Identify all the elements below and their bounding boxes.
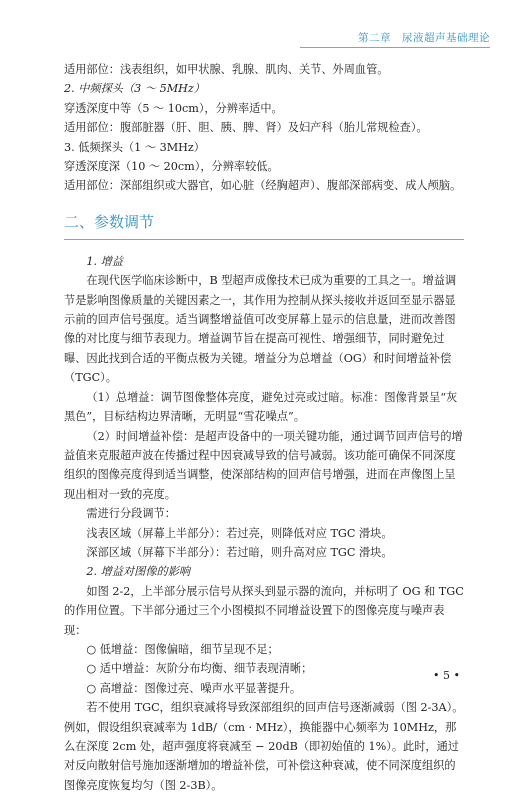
section-title: 二、参数调节 (64, 211, 464, 240)
text-line: 深部区域（屏幕下半部分）：若过暗，则升高对应 TGC 滑块。 (86, 545, 393, 559)
page-header (0, 0, 520, 50)
text-line: 适用部位：腹部脏器（肝、胆、胰、脾、肾）及妇产科（胎儿常规检查）。 (64, 121, 428, 135)
text-line: 穿透深度中等（5 ～ 10cm），分辨率适中。 (64, 101, 283, 115)
text-line: 浅表区域（屏幕上半部分）：若过亮，则降低对应 TGC 滑块。 (86, 526, 393, 540)
paragraph: 在现代医学临床诊断中，B 型超声成像技术已成为重要的工具之一。增益调节是影响图像质量的关键因素之一，其作用为控制从探头接收并返回至显示器显示前的回声信号强度。适当调整增益值可改变屏幕上显示的信息量，进而改善图像的对比度与细节表现力。增益调节旨在提高可视性、增强细节，同时避免过曝、因此找到合适的平衡点极为关键。增益分为总增益（OG）和时间增益补偿（TGC）。 (64, 274, 457, 385)
paragraph: 如图 2-2，上半部分展示信号从探头到显示器的流向，并标明了 OG 和 TGC 的作用位置。下半部分通过三个小图模拟不同增益设置下的图像亮度与噪声表现： (64, 584, 464, 637)
subheading: 2. 中频探头（3 ～ 5MHz） (64, 82, 205, 96)
page-content (64, 60, 464, 795)
subheading: 2. 增益对图像的影响 (86, 565, 191, 579)
list-item: ○ 高增益：图像过亮、噪声水平显著提升。 (86, 681, 302, 695)
paragraph: 若不使用 TGC，组织衰减将导致深部组织的回声信号逐渐减弱（图 2-3A）。例如，假设组织衰减率为 1dB/（cm · MHz），换能器中心频率为 10MHz，那么在深度 2cm 处，超声强度将衰减至 − 20dB（即初始值的 1%）。此时，通过对反向散射信号施加逐渐增加的增益补偿，可补偿这种衰减，使不同深度组织的图像亮度恢复均匀（图 2-3B）。 (64, 701, 464, 792)
paragraph: （2）时间增益补偿：是超声设备中的一项关键功能，通过调节回声信号的增益值来克服超声波在传播过程中因衰减导致的信号减弱。该功能可确保不同深度组织的图像亮度得到适当调整，使深部结构的回声信号增强，进而在声像图上呈现出相对一致的亮度。 (64, 429, 463, 501)
text-line: 适用部位：浅表组织，如甲状腺、乳腺、肌肉、关节、外周血管。 (64, 63, 389, 76)
text-line: 适用部位：深部组织或大器官，如心脏（经胸超声）、腹部深部病变、成人颅脑。 (64, 179, 462, 193)
list-item: ○ 适中增益：灰阶分布均衡、细节表现清晰； (86, 662, 313, 676)
text-line: 需进行分段调节： (86, 507, 176, 521)
subheading: 1. 增益 (86, 254, 123, 268)
page-number: • 5 • (433, 669, 460, 682)
list-item: ○ 低增益：图像偏暗，细节呈现不足； (86, 642, 279, 656)
paragraph: （1）总增益：调节图像整体亮度，避免过亮或过暗。标准：图像背景呈“灰黑色”，目标结构边界清晰，无明显“雪花噪点”。 (64, 390, 458, 424)
header-divider (300, 47, 490, 48)
subheading: 3. 低频探头（1 ～ 3MHz） (64, 140, 205, 154)
chapter-title: 第二章 尿液超声基础理论 (358, 32, 490, 44)
text-line: 穿透深度深（10 ～ 20cm），分辨率较低。 (64, 160, 279, 174)
